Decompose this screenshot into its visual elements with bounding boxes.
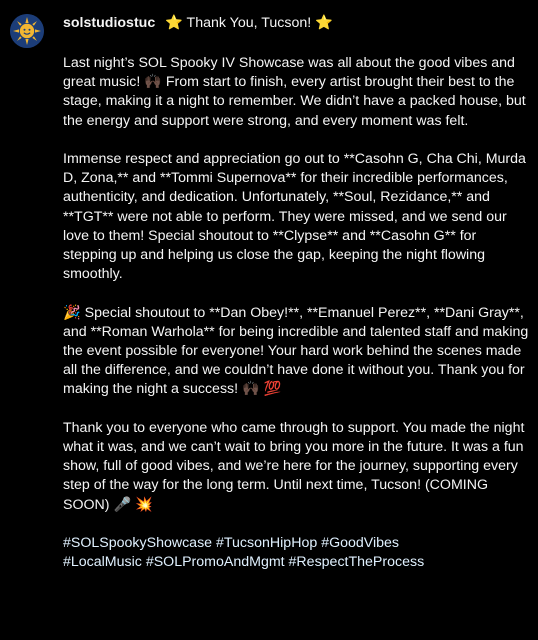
hashtag-link[interactable]: #TucsonHipHop bbox=[216, 535, 318, 552]
caption-content bbox=[63, 14, 533, 572]
hashtag-link[interactable]: #RespectTheProcess bbox=[288, 554, 425, 571]
hashtag-link[interactable]: #SOLPromoAndMgmt bbox=[145, 554, 285, 571]
hashtag-link[interactable]: #GoodVibes bbox=[321, 535, 400, 552]
sun-logo-icon bbox=[10, 14, 44, 48]
hashtag-link[interactable]: #LocalMusic bbox=[63, 554, 142, 571]
caption-title: ⭐ Thank You, Tucson! ⭐ bbox=[165, 15, 333, 31]
profile-avatar[interactable] bbox=[10, 14, 44, 48]
caption-header bbox=[63, 14, 533, 32]
hashtag-link[interactable]: #SOLSpookyShowcase bbox=[63, 535, 213, 552]
caption-body bbox=[63, 54, 533, 572]
caption-paragraph: 🎉 Special shoutout to **Dan Obey!**, **Emanuel Perez**, **Dani Gray**, and **Roman Warhola** for being incredible and talented staff and making the event possible for everyone! Your hard work behind the scenes made all the difference, and we couldn’t have done it without you. Thank you for making the night a success! 🙌🏿 💯 bbox=[63, 304, 529, 398]
username-link[interactable]: solstudiostuc bbox=[63, 15, 156, 31]
hashtag-list bbox=[63, 534, 533, 572]
caption-paragraph: Last night’s SOL Spooky IV Showcase was all about the good vibes and great music! 🙌🏿 From start to finish, every artist brought their best to the stage, making it a night to remember. We didn’t have a packed house, but the energy and support were strong, and every moment was felt. bbox=[63, 55, 526, 129]
caption-paragraph: Immense respect and appreciation go out to **Casohn G, Cha Chi, Murda D, Zona,** and **Tommi Supernova** for their incredible performances, authenticity, and dedication. Unfortunately, **Soul, Rezidance,** and **TGT** were not able to perform. They were missed, and we send our love to them! Special shoutout to **Clypse** and **Casohn G** for stepping up and helping us close the gap, keeping the night flowing smoothly. bbox=[63, 151, 526, 283]
caption-paragraph: Thank you to everyone who came through to support. You made the night what it was, and we can’t wait to bring you more in the future. It was a fun show, full of good vibes, and we’re here for the journey, supporting every step of the way for the long term. Until next time, Tucson! (COMING SOON) 🎤 💥 bbox=[63, 419, 525, 513]
